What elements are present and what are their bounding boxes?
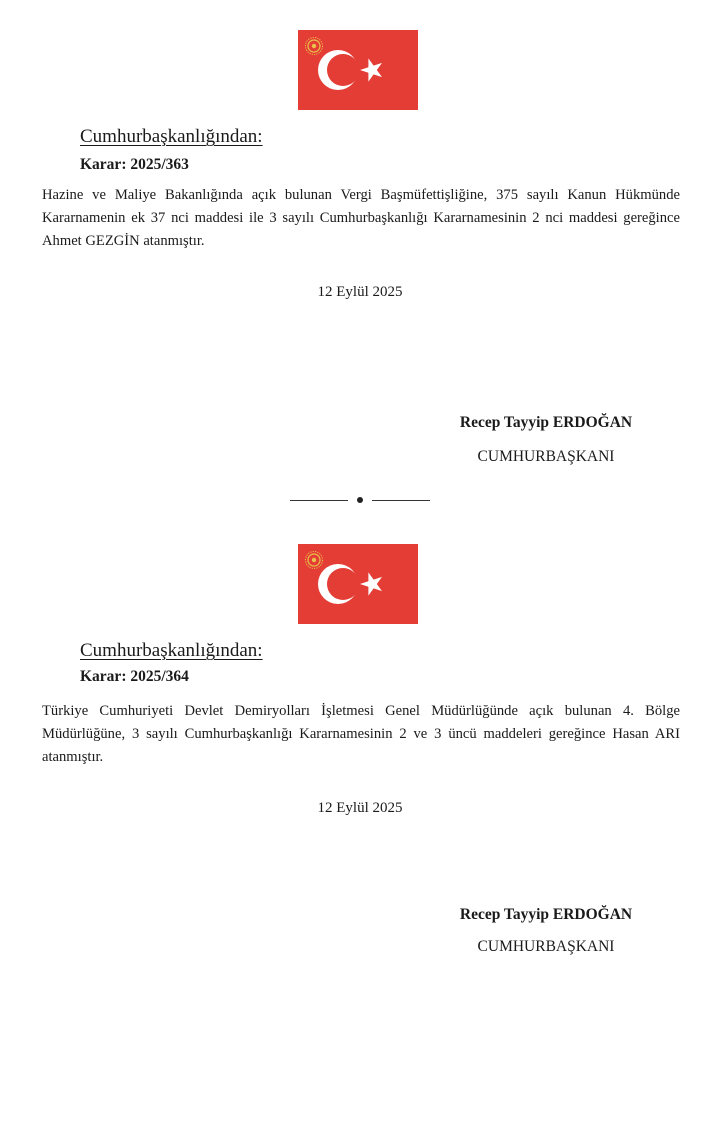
- signer-name: Recep Tayyip ERDOĞAN: [459, 414, 633, 431]
- turkish-flag-emblem: [298, 30, 418, 110]
- separator-line: [372, 500, 430, 501]
- signer-name: Recep Tayyip ERDOĞAN: [459, 906, 633, 923]
- separator-line: [290, 500, 348, 501]
- separator-dot: [357, 497, 363, 503]
- decision-number: Karar: 2025/364: [80, 668, 189, 685]
- issuer-heading: Cumhurbaşkanlığından:: [80, 126, 263, 147]
- issuer-heading: Cumhurbaşkanlığından:: [80, 640, 263, 661]
- signer-title: CUMHURBAŞKANI: [477, 448, 615, 465]
- decision-body: Hazine ve Maliye Bakanlığında açık bulunan Vergi Başmüfettişliğine, 375 sayılı Kanun Hükmünde Kararnamenin ek 37 nci maddesi ile 3 sayılı Cumhurbaşkanlığı Kararnamesinin 2 nci maddesi gereğince Ahmet GEZGİN atanmıştır.: [42, 187, 680, 249]
- turkish-flag-emblem: [298, 544, 418, 624]
- decision-number: Karar: 2025/363: [80, 156, 189, 173]
- decision-date: 12 Eylül 2025: [317, 284, 403, 300]
- decision-date: 12 Eylül 2025: [317, 800, 403, 816]
- signer-title: CUMHURBAŞKANI: [477, 938, 615, 955]
- decision-body: Türkiye Cumhuriyeti Devlet Demiryolları İşletmesi Genel Müdürlüğünde açık bulunan 4. Bölge Müdürlüğüne, 3 sayılı Cumhurbaşkanlığı Kararnamesinin 2 ve 3 üncü maddeleri gereğince Hasan ARI atanmıştır.: [42, 703, 680, 765]
- section-separator: [290, 493, 430, 507]
